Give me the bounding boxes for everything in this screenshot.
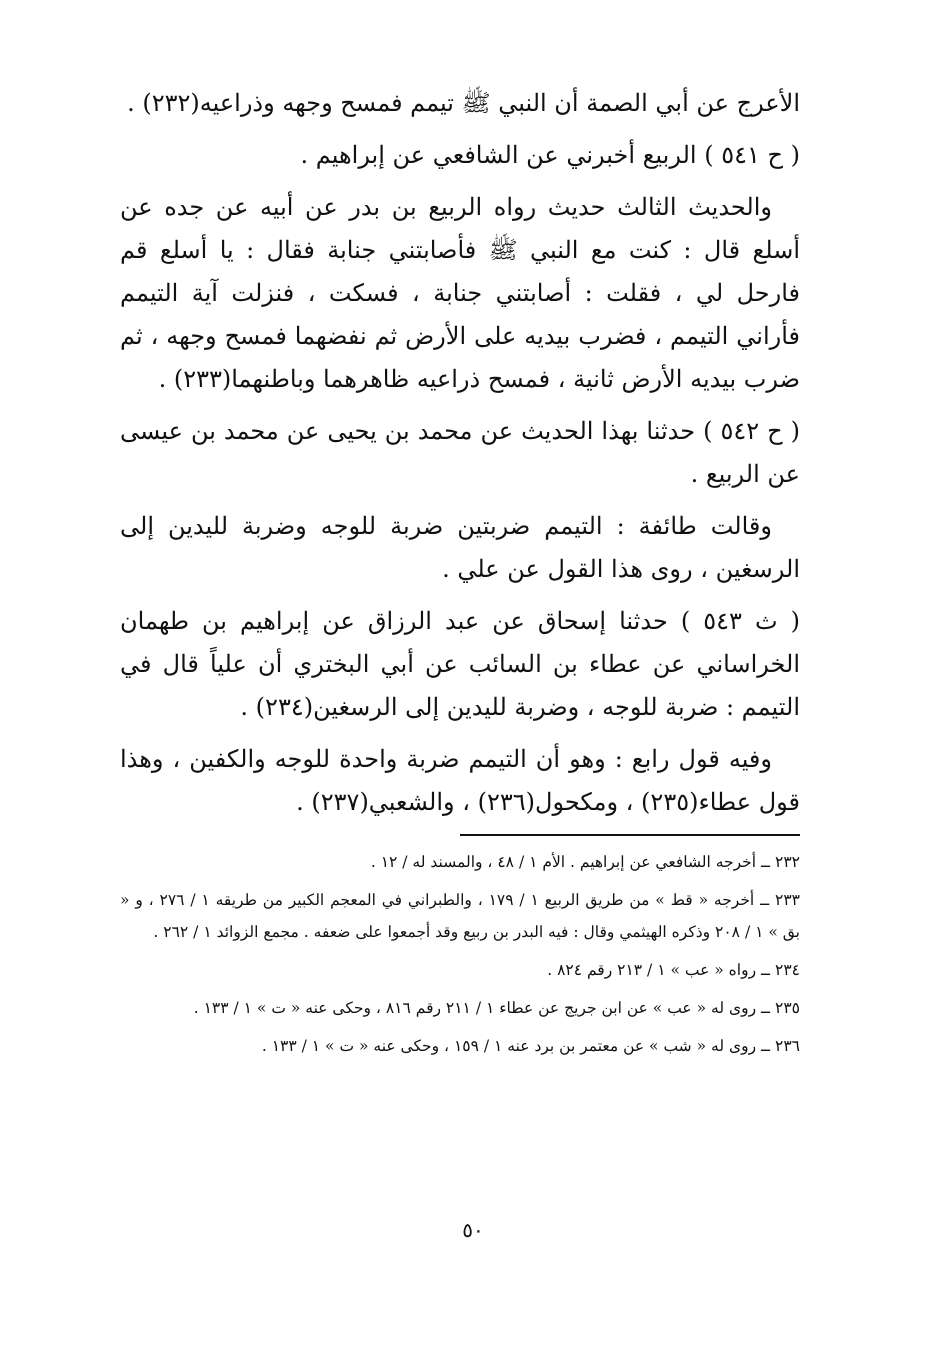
paragraph-continuation: الأعرج عن أبي الصمة أن النبي ﷺ تيمم فمسح وجهه وذراعيه(٢٣٢) . xyxy=(127,89,800,117)
footnote-236: ٢٣٦ ــ روى له « شب » عن معتمر بن برد عنه ١ / ١٥٩ ، وحكى عنه « ت » ١ / ١٣٣ . xyxy=(261,1037,800,1055)
paragraph-third-hadith: والحديث الثالث حديث رواه الربيع بن بدر عن أبيه عن جده عن أسلع قال : كنت مع النبي ﷺ فأصابتني جنابة فقال : يا أسلع قم فارحل لي ، فقلت : أصابتني جنابة ، فسكت ، فنزلت آية التيمم فأراني التيمم ، فضرب بيديه على الأرض ثم نفضهما فمسح وجهه ، ثم ضرب بيديه الأرض ثانية ، فمسح ذراعيه ظاهرهما وباطنهما(٢٣٣) . xyxy=(120,193,800,393)
hadith-541: ( ح ٥٤١ ) الربيع أخبرني عن الشافعي عن إبراهيم . xyxy=(300,141,800,169)
footnote-232: ٢٣٢ ــ أخرجه الشافعي عن إبراهيم . الأم ١ / ٤٨ ، والمسند له / ١٢ . xyxy=(370,853,800,871)
athar-543: ( ث ٥٤٣ ) حدثنا إسحاق عن عبد الرزاق عن إبراهيم بن طهمان الخراساني عن عطاء بن السائب عن أبي البختري أن علياً قال في التيمم : ضربة للوجه ، وضربة لليدين إلى الرسغين(٢٣٤) . xyxy=(120,607,800,721)
paragraph-second-opinion: وقالت طائفة : التيمم ضربتين ضربة للوجه وضربة لليدين إلى الرسغين ، روى هذا القول عن علي . xyxy=(120,512,800,583)
main-text xyxy=(120,82,800,824)
footnote-divider xyxy=(460,834,800,836)
hadith-542: ( ح ٥٤٢ ) حدثنا بهذا الحديث عن محمد بن يحيى عن محمد بن عيسى عن الربيع . xyxy=(120,417,800,488)
paragraph-fourth-opinion: وفيه قول رابع : وهو أن التيمم ضربة واحدة للوجه والكفين ، وهذا قول عطاء(٢٣٥) ، ومكحول(٢٣٦) ، والشعبي(٢٣٧) . xyxy=(120,745,800,816)
footnotes xyxy=(120,846,800,1062)
footnote-235: ٢٣٥ ــ روى له « عب » عن ابن جريج عن عطاء ١ / ٢١١ رقم ٨١٦ ، وحكى عنه « ت » ١ / ١٣٣ . xyxy=(193,999,800,1017)
footnote-233: ٢٣٣ ــ أخرجه « قط » من طريق الربيع ١ / ١٧٩ ، والطبراني في المعجم الكبير من طريقه ١ / ٢٧٦ ، و « بق » ١ / ٢٠٨ وذكره الهيثمي وقال : فيه البدر بن ربيع وقد أجمعوا على ضعفه . مجمع الزوائد ١ / ٢٦٢ . xyxy=(120,891,800,941)
document-page xyxy=(120,82,800,1068)
footnote-234: ٢٣٤ ــ رواه « عب » ١ / ٢١٣ رقم ٨٢٤ . xyxy=(547,961,800,979)
page-number: ٥٠ xyxy=(462,1218,484,1242)
